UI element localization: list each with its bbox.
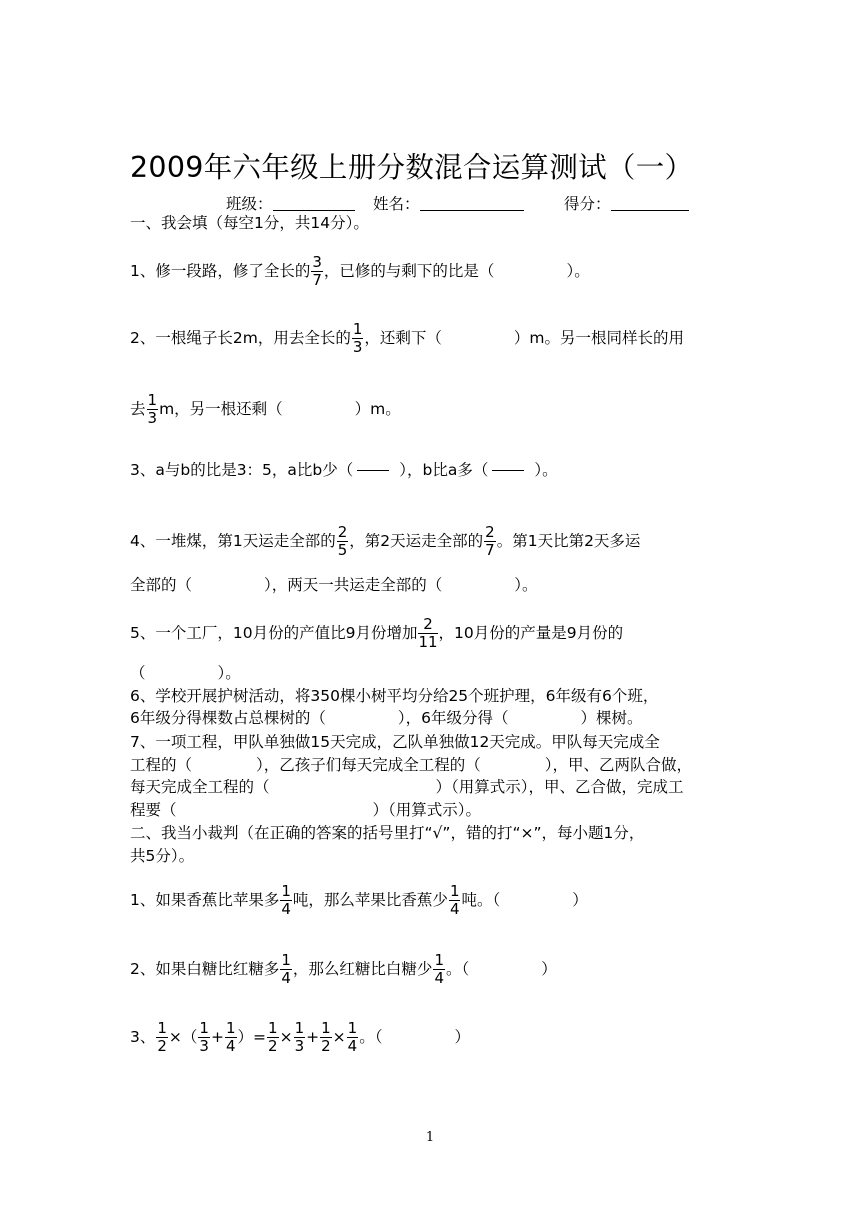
judge-1: [130, 883, 735, 918]
q2-text-b: ，还剩下（: [364, 329, 442, 347]
j3-text-a: 3、: [130, 1028, 156, 1046]
q5-fraction: $\frac{2}{11}$: [418, 615, 438, 651]
question-7: 7、一项工程，甲队单独做15天完成，乙队单独做12天完成。甲队每天完成全: [130, 733, 660, 751]
q3-answer-blank-1[interactable]: [357, 470, 389, 471]
j3-text-d: ）: [454, 1028, 470, 1046]
j3-operator-6: ×: [332, 1028, 346, 1046]
j2-text-a: 2、如果白糖比红糖多: [130, 960, 280, 978]
q2-text-a: 2、一根绳子长2m，用去全长的: [130, 329, 351, 347]
q6-text-b: ），6年级分得（: [397, 709, 509, 727]
j3-operator-5: +: [306, 1028, 320, 1046]
q5-text-d: ）。: [217, 664, 241, 682]
q4-text-b: ，第2天运走全部的: [349, 532, 484, 550]
j1-text-a: 1、如果香蕉比苹果多: [130, 891, 280, 909]
q4-text-e: ），两天一共运走全部的（: [264, 576, 443, 594]
score-blank[interactable]: [611, 194, 689, 211]
q2-text-d: 去: [130, 400, 146, 418]
j3-operator-4: ×: [279, 1028, 293, 1046]
j1-text-c: 吨。（: [461, 891, 501, 909]
q7-text-e: ）（用算式示），甲、乙合做，完成工: [435, 778, 684, 796]
q5-text-c: （: [130, 664, 146, 682]
j2-text-b: ，那么红糖比白糖少: [292, 960, 433, 978]
question-3: [130, 458, 735, 482]
q1-fraction: $\frac{3}{7}$: [312, 253, 322, 289]
q3-answer-blank-2[interactable]: [492, 470, 524, 471]
q1-text-c: ）。: [566, 262, 590, 280]
j3-fraction-6: $\frac{1}{2}$: [321, 1019, 331, 1055]
q4-fraction-2: $\frac{2}{7}$: [485, 523, 495, 559]
question-7-line-4: [130, 798, 735, 822]
class-label: 班级：: [226, 195, 273, 213]
q7-text-d: 每天完成全工程的（: [130, 778, 270, 796]
question-6-cont: [130, 706, 735, 730]
q4-text-f: ）。: [514, 576, 538, 594]
question-2: [130, 321, 735, 356]
q4-text-c: 。第1天比第2天多运: [496, 532, 641, 550]
j2-text-c: 。（: [445, 960, 470, 978]
q4-text-d: 全部的（: [130, 576, 193, 594]
j1-text-d: ）: [572, 891, 588, 909]
judge-2: [130, 952, 735, 987]
q7-text-c: ），甲、乙两队合做，: [544, 756, 693, 774]
q3-text-c: ）。: [534, 461, 558, 479]
q5-text-b: ，10月份的产量是9月份的: [438, 624, 624, 642]
question-5-cont: [130, 661, 735, 685]
q7-text-b: ），乙孩子们每天完成全工程的（: [256, 756, 481, 774]
j3-fraction-4: $\frac{1}{2}$: [268, 1019, 278, 1055]
q1-text-b: ，已修的与剩下的比是（: [323, 262, 495, 280]
section2-heading-cont: 共5分）。: [130, 847, 195, 865]
page-title: 2009年六年级上册分数混合运算测试（一）: [130, 151, 694, 184]
question-1: [130, 254, 735, 289]
q6-text-a: 6年级分得棵数占总棵树的（: [130, 709, 326, 727]
j3-operator-3: ）=: [237, 1028, 267, 1046]
q3-text-a: 3、a与b的比是3：5，a比b少（: [130, 461, 354, 479]
q2-fraction: $\frac{1}{3}$: [352, 320, 363, 356]
q5-text-a: 5、一个工厂，10月份的产值比9月份增加: [130, 624, 418, 642]
question-7-line-2: [130, 753, 735, 777]
q6-text-c: ）棵树。: [580, 709, 643, 727]
class-blank[interactable]: [273, 194, 355, 211]
page-number: 1: [425, 1130, 435, 1145]
j3-operator-1: ×（: [168, 1028, 198, 1046]
question-6: 6、学校开展护树活动，将350棵小树平均分给25个班护理，6年级有6个班，: [130, 687, 659, 705]
j3-fraction-3: $\frac{1}{4}$: [225, 1019, 236, 1055]
question-4-cont: [130, 573, 735, 597]
q2-fraction-2: $\frac{1}{3}$: [147, 391, 158, 427]
j2-fraction-1: $\frac{1}{4}$: [281, 951, 291, 987]
section2-heading: 二、我当小裁判（在正确的答案的括号里打“√”，错的打“×”，每小题1分，: [130, 824, 645, 842]
j3-fraction-7: $\frac{1}{4}$: [347, 1019, 358, 1055]
j3-fraction-2: $\frac{1}{3}$: [199, 1019, 209, 1055]
j3-fraction-1: $\frac{1}{2}$: [157, 1019, 167, 1055]
question-4: [130, 524, 735, 559]
q2-text-f: ）m。: [354, 400, 401, 418]
q7-text-f: 程要（: [130, 801, 177, 819]
q4-text-a: 4、一堆煤，第1天运走全部的: [130, 532, 336, 550]
score-label: 得分：: [564, 195, 611, 213]
question-5: [130, 616, 735, 651]
j2-fraction-2: $\frac{1}{4}$: [434, 951, 444, 987]
q7-text-a: 工程的（: [130, 756, 193, 774]
q4-fraction-1: $\frac{2}{5}$: [337, 523, 348, 559]
q2-text-c: ）m。另一根同样长的用: [513, 329, 684, 347]
q3-text-b: ），b比a多（: [399, 461, 489, 479]
j3-fraction-5: $\frac{1}{3}$: [294, 1019, 305, 1055]
question-7-line-3: [130, 775, 735, 799]
name-label: 姓名：: [373, 195, 420, 213]
j3-text-c: 。（: [359, 1028, 383, 1046]
j1-fraction-1: $\frac{1}{4}$: [281, 882, 291, 918]
q7-text-g: ）（用算式示）。: [372, 801, 482, 819]
judge-3: [130, 1020, 735, 1055]
j2-text-d: ）: [541, 960, 557, 978]
j1-fraction-2: $\frac{1}{4}$: [449, 882, 460, 918]
j3-operator-2: +: [210, 1028, 224, 1046]
question-2-cont: [130, 392, 735, 427]
q1-text-a: 1、修一段路，修了全长的: [130, 262, 311, 280]
j1-text-b: 吨，那么苹果比香蕉少: [292, 891, 448, 909]
name-blank[interactable]: [420, 194, 524, 211]
q2-text-e: m，另一根还剩（: [159, 400, 283, 418]
section1-heading: 一、我会填（每空1分，共14分）。: [130, 214, 369, 232]
